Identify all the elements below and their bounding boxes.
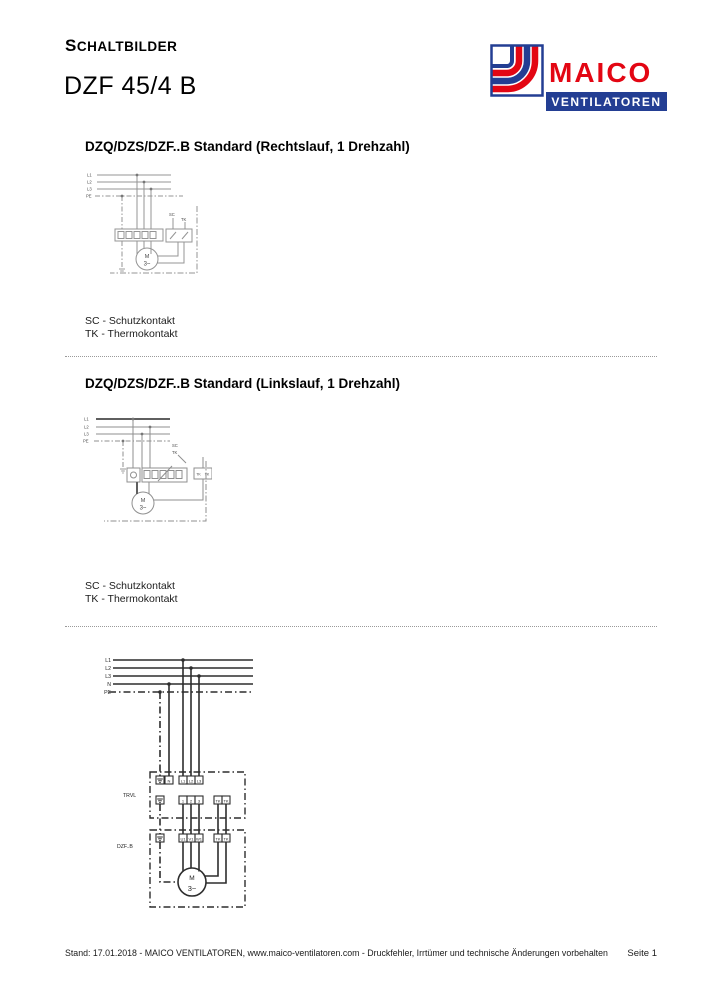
motor-letter: M [144, 254, 150, 260]
footer-info: Stand: 17.01.2018 - MAICO VENTILATOREN, www.maico-ventilatoren.com - Druckfehler, Irrtümer und technische Änderungen vorbehalten [65, 948, 608, 958]
section2-title: DZQ/DZS/DZF..B Standard (Linkslauf, 1 Drehzahl) [85, 376, 401, 391]
legend-section1 [85, 315, 178, 340]
maico-tagline-badge: VENTILATOREN [546, 92, 667, 111]
page-kicker: SCHALTBILDER [65, 36, 178, 55]
legend-sc: SC - Schutzkontakt [85, 580, 175, 592]
legend-tk: TK - Thermokontakt [85, 327, 178, 340]
bus-label-l3: L3 [105, 674, 111, 680]
fan-label: DZF..B [117, 844, 133, 850]
contact-terminal-tk1: TK [196, 472, 201, 477]
motor-letter: M [140, 498, 146, 504]
terminal-3: 3 [197, 798, 201, 804]
component-box [127, 468, 140, 482]
line-label-l3: L3 [84, 431, 89, 437]
contact-label-sc: SC [169, 212, 175, 217]
terminal-w1: W1 [196, 836, 202, 842]
maico-brand-text: MAICO [549, 57, 653, 88]
wiring-diagram-linkslauf [82, 405, 212, 525]
contact-label-sc: SC [172, 443, 178, 448]
bus-label-n: N [107, 682, 111, 688]
section-divider [65, 356, 657, 357]
terminal-u1: U1 [180, 836, 186, 842]
legend-tk: TK - Thermokontakt [85, 592, 178, 605]
legend-sc: SC - Schutzkontakt [85, 315, 175, 327]
terminal-2: 2 [189, 798, 193, 804]
motor-letter: M [189, 875, 195, 882]
motor-phase: 3~ [139, 505, 147, 512]
diagram2-wires [94, 419, 212, 521]
line-label-l3: L3 [87, 186, 92, 192]
line-label-l1: L1 [87, 172, 92, 178]
page-footer [65, 948, 657, 959]
terminal-1: 1 [181, 798, 185, 804]
terminal-l2: L2 [188, 778, 194, 784]
terminal-tk4: TK [223, 836, 229, 842]
terminal-tk2: TK [223, 798, 229, 804]
wiring-diagram-rechtslauf [85, 158, 205, 286]
line-label-l2: L2 [84, 424, 89, 430]
line-label-l2: L2 [87, 179, 92, 185]
bus-label-l1: L1 [105, 658, 111, 664]
diagram3-wires [109, 660, 253, 907]
contact-label-tk: TK [181, 217, 187, 222]
contact-terminal-tk2: TK [204, 472, 210, 477]
maico-logo-icon [490, 44, 544, 97]
line-label-pe: PE [86, 193, 92, 199]
line-label-pe: PE [83, 438, 89, 444]
controller-label: TRVL [123, 793, 137, 799]
terminal-l3: L3 [196, 778, 202, 784]
terminal-n: N [167, 778, 171, 784]
junction-dots [122, 418, 152, 443]
motor-phase: 3~ [187, 884, 197, 893]
section1-title: DZQ/DZS/DZF..B Standard (Rechtslauf, 1 Drehzahl) [85, 139, 410, 154]
terminal-l1: L1 [180, 778, 186, 784]
wiring-diagram-three-phase [95, 645, 275, 915]
motor-phase: 3~ [143, 261, 151, 268]
legend-section2 [85, 580, 178, 605]
earth-icon [120, 469, 126, 473]
section-divider [65, 626, 657, 627]
terminal-tk3: TK [215, 836, 221, 842]
page-title: DZF 45/4 B [64, 72, 197, 100]
page-number: Seite 1 [627, 948, 657, 959]
terminal-v1: V1 [188, 836, 194, 842]
line-label-l1: L1 [84, 416, 89, 422]
terminal-tk1: TK [215, 798, 221, 804]
earth-icon [119, 269, 125, 273]
contact-label-tk: TK [172, 450, 178, 455]
bus-label-pe: PE [104, 690, 111, 696]
contact-box [166, 229, 192, 242]
bus-label-l2: L2 [105, 666, 111, 672]
